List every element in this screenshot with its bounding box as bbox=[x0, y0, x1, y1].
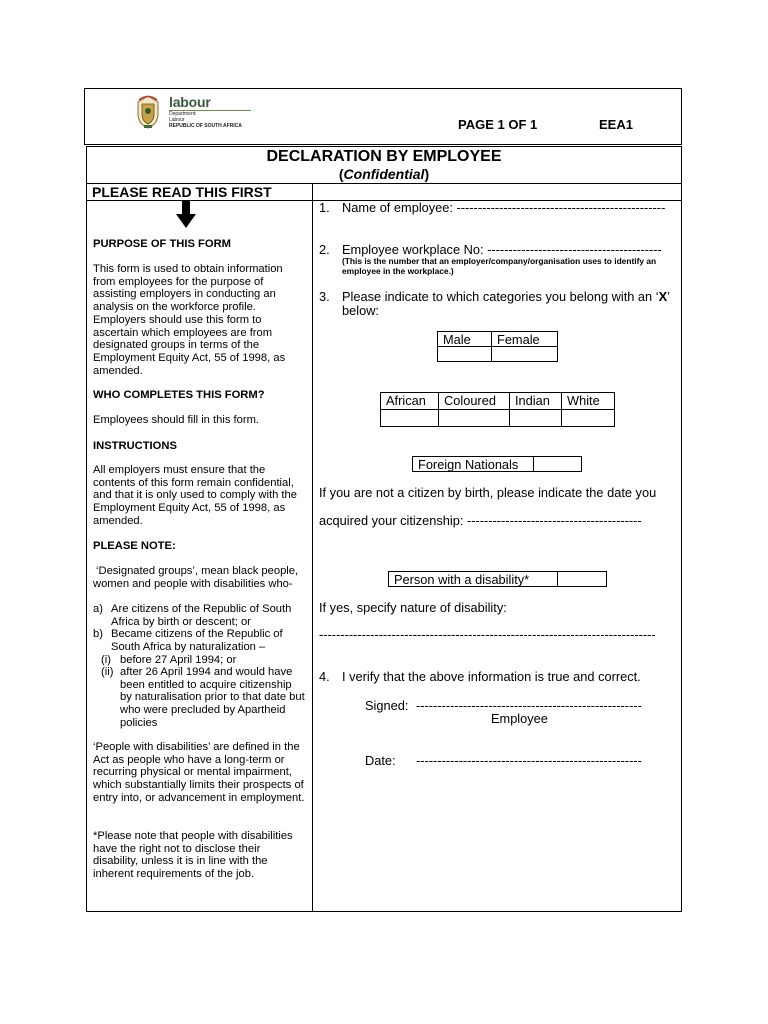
note-i-text: before 27 April 1994; or bbox=[120, 654, 237, 666]
race-indian-checkbox[interactable] bbox=[509, 409, 562, 427]
note-b-marker: b) bbox=[93, 628, 103, 640]
date-field[interactable]: ----------------------------------------------------- bbox=[416, 753, 642, 768]
race-coloured-label: Coloured bbox=[438, 392, 510, 410]
disability-nature-label: If yes, specify nature of disability: bbox=[319, 600, 507, 615]
form-code: EEA1 bbox=[599, 117, 633, 132]
instructions-text: All employers must ensure that the contents of this form remain confidential, and that it is only used to comply with the Employment Equity Act, 55 of 1998, as amended. bbox=[93, 464, 297, 527]
who-text: Employees should fill in this form. bbox=[93, 414, 260, 426]
note-b-text: Became citizens of the Republic of South Africa by naturalization – bbox=[111, 628, 283, 653]
disability-note: *Please note that people with disabilities have the right not to disclose their disability, unless it is in line with the inherent requirements of the job. bbox=[93, 830, 293, 881]
disability-definition: ‘People with disabilities’ are defined in the Act as people who have a long-term or recurring physical or mental impairment, which substantially limits their prospects of entry into, or advancement in employment. bbox=[93, 741, 305, 804]
employee-caption: Employee bbox=[491, 711, 548, 726]
disability-checkbox[interactable] bbox=[557, 571, 607, 587]
purpose-heading: PURPOSE OF THIS FORM bbox=[93, 238, 231, 250]
note-a-text: Are citizens of the Republic of South Africa by birth or descent; or bbox=[111, 603, 292, 628]
q3-x-mark: X bbox=[658, 289, 668, 304]
gender-female-checkbox[interactable] bbox=[491, 346, 558, 362]
logo-department-name: Labour bbox=[169, 117, 185, 123]
q2-number: 2. bbox=[319, 242, 330, 257]
labour-logo bbox=[133, 94, 273, 134]
who-heading: WHO COMPLETES THIS FORM? bbox=[93, 389, 265, 401]
q3-text: Please indicate to which categories you belong with an ‘X’ bbox=[342, 289, 670, 304]
signed-label: Signed: bbox=[365, 698, 409, 713]
q4-number: 4. bbox=[319, 669, 330, 684]
race-coloured-checkbox[interactable] bbox=[438, 409, 510, 427]
citizenship-text: If you are not a citizen by birth, please indicate the date you bbox=[319, 485, 657, 500]
gender-male-checkbox[interactable] bbox=[437, 346, 492, 362]
employee-name-field[interactable]: Name of employee: ------------------------------------------------- bbox=[342, 200, 666, 215]
q4-text: I verify that the above information is true and correct. bbox=[342, 669, 641, 684]
race-african-label: African bbox=[380, 392, 439, 410]
foreign-nationals-checkbox[interactable] bbox=[533, 456, 582, 472]
note-ii-text: after 26 April 1994 and would have been entitled to acquire citizenship by naturalisation prior to that date but who were precluded by Apartheid policies bbox=[120, 666, 305, 729]
q1-number: 1. bbox=[319, 200, 330, 215]
page-number: PAGE 1 OF 1 bbox=[458, 117, 538, 132]
note-intro: ‘Designated groups’, mean black people, women and people with disabilities who- bbox=[93, 565, 299, 590]
race-african-checkbox[interactable] bbox=[380, 409, 439, 427]
date-label: Date: bbox=[365, 753, 396, 768]
disability-nature-field[interactable]: ------------------------------------------------------------------------------- bbox=[319, 627, 656, 642]
note-i-marker: (i) bbox=[101, 654, 111, 666]
workplace-number-note: (This is the number that an employer/company/organisation uses to identify an employee in the workplace.) bbox=[342, 256, 657, 276]
foreign-nationals-label: Foreign Nationals bbox=[412, 456, 534, 472]
form-subtitle: (Confidential) bbox=[338, 166, 430, 182]
purpose-text: This form is used to obtain information from employees for the purpose of assisting employers in conducting an analysis on the workforce profile. Employers should use this form to ascertain which employees are from designated groups in terms of the Employment Equity Act, 55 of 1998, as amended. bbox=[93, 263, 286, 377]
subtitle-text: Confidential bbox=[343, 166, 425, 182]
q3-text-cont: below: bbox=[342, 303, 379, 318]
note-ii-marker: (ii) bbox=[101, 666, 114, 678]
citizenship-date-field[interactable]: acquired your citizenship: ----------------------------------------- bbox=[319, 513, 642, 528]
logo-department: Department: bbox=[169, 111, 197, 117]
gender-female-label: Female bbox=[491, 331, 558, 347]
column-divider bbox=[312, 183, 313, 912]
race-white-checkbox[interactable] bbox=[561, 409, 615, 427]
down-arrow-icon bbox=[176, 200, 196, 228]
race-indian-label: Indian bbox=[509, 392, 562, 410]
gender-male-label: Male bbox=[437, 331, 492, 347]
race-white-label: White bbox=[561, 392, 615, 410]
q3-number: 3. bbox=[319, 289, 330, 304]
note-a-marker: a) bbox=[93, 603, 103, 615]
note-heading: PLEASE NOTE: bbox=[93, 540, 176, 552]
form-title: DECLARATION BY EMPLOYEE bbox=[266, 148, 502, 165]
logo-wordmark: labour bbox=[169, 94, 211, 110]
signature-field[interactable]: ----------------------------------------------------- bbox=[416, 698, 642, 713]
instructions-heading: INSTRUCTIONS bbox=[93, 440, 177, 452]
logo-country: REPUBLIC OF SOUTH AFRICA bbox=[169, 123, 242, 129]
disability-label: Person with a disability* bbox=[388, 571, 558, 587]
read-first-heading: PLEASE READ THIS FIRST bbox=[92, 184, 272, 200]
coat-of-arms-icon bbox=[133, 94, 163, 130]
workplace-number-field[interactable]: Employee workplace No: ----------------------------------------- bbox=[342, 242, 662, 257]
